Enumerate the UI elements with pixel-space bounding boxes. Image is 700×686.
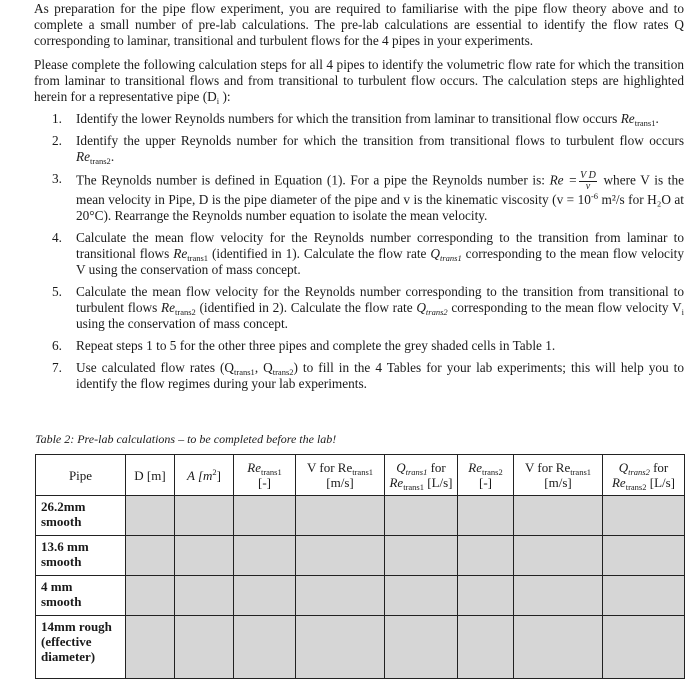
header-v2-label: V for Re bbox=[524, 460, 571, 475]
header-v-trans1 bbox=[296, 455, 385, 496]
table-row bbox=[36, 496, 685, 536]
header-v2-unit: [m/s] bbox=[544, 475, 572, 490]
header-v1-unit: [m/s] bbox=[326, 475, 354, 490]
input-cell[interactable] bbox=[234, 536, 296, 576]
header-q2-re-sub: trans2 bbox=[625, 482, 647, 492]
step-re-sub: trans1 bbox=[187, 253, 209, 263]
header-q1-re-sub: trans1 bbox=[403, 482, 424, 492]
pipe-label bbox=[36, 496, 126, 536]
header-area-exp: 2 bbox=[212, 466, 217, 477]
step-q-sub: trans2 bbox=[425, 307, 448, 317]
step-text: Identify the lower Reynolds numbers for which the transition from laminar to transitional flow occurs bbox=[76, 111, 621, 126]
step-item bbox=[34, 284, 684, 332]
input-cell[interactable] bbox=[603, 536, 685, 576]
input-cell[interactable] bbox=[603, 616, 685, 679]
header-area-end: ] bbox=[216, 467, 221, 483]
input-cell[interactable] bbox=[514, 576, 603, 616]
step-text-end: . bbox=[655, 111, 659, 126]
input-cell[interactable] bbox=[234, 616, 296, 679]
input-cell[interactable] bbox=[514, 496, 603, 536]
step-text-mid: (identified in 1). Calculate the flow rate bbox=[208, 246, 431, 261]
header-q1-label: Q bbox=[396, 460, 406, 475]
step-q: Q bbox=[430, 246, 440, 261]
table-row bbox=[36, 576, 685, 616]
table-row bbox=[36, 616, 685, 679]
input-cell[interactable] bbox=[175, 576, 234, 616]
document-body bbox=[34, 0, 684, 398]
viscosity-exponent: -6 bbox=[590, 191, 599, 201]
step-number: 6. bbox=[52, 338, 62, 353]
step-q: Q bbox=[416, 300, 426, 315]
input-cell[interactable] bbox=[385, 536, 458, 576]
step-text-mid2: corresponding to the mean flow velocity V bbox=[447, 300, 682, 315]
header-q1-for: for bbox=[427, 460, 446, 475]
input-cell[interactable] bbox=[126, 496, 175, 536]
step-text-mid: (identified in 2). Calculate the flow rate bbox=[195, 300, 417, 315]
intro-paragraph-1: As preparation for the pipe flow experiment, you are required to familiarise with the pipe flow theory above and to complete a small number of pre-lab calculations. The pre-lab calculations are essential to identify the flow rates Q corresponding to laminar, transitional and turbulent flows for the 4 pipes in your experiments. bbox=[34, 1, 684, 48]
step-re: Re bbox=[76, 149, 91, 164]
header-re-trans2 bbox=[458, 455, 514, 496]
input-cell[interactable] bbox=[385, 576, 458, 616]
step-text: Use calculated flow rates (Q bbox=[76, 360, 235, 375]
pipe-line-1: 14mm rough bbox=[41, 619, 112, 634]
pipe-line-2: smooth bbox=[41, 514, 82, 529]
input-cell[interactable] bbox=[126, 536, 175, 576]
header-q2-for: for bbox=[649, 460, 669, 475]
intro-p2-sub: i bbox=[216, 96, 220, 106]
step-text-end: using the conservation of mass concept. bbox=[76, 316, 288, 331]
input-cell[interactable] bbox=[175, 616, 234, 679]
input-cell[interactable] bbox=[514, 616, 603, 679]
step-re-sub: trans2 bbox=[90, 156, 111, 166]
pipe-line-2: smooth bbox=[41, 594, 82, 609]
pipe-line-3: diameter) bbox=[41, 649, 96, 664]
header-v1-label: V for Re bbox=[306, 460, 353, 475]
step-sub-2: trans2 bbox=[272, 367, 294, 377]
step-text-mid: , Q bbox=[254, 360, 273, 375]
header-re2-sub: trans2 bbox=[481, 467, 503, 477]
step-text: Repeat steps 1 to 5 for the other three pipes and complete the grey shaded cells in Table 1. bbox=[76, 338, 556, 353]
header-q2-re: Re bbox=[611, 475, 626, 490]
step-text-end: m²/s for H₂O at 20°C). Rearrange the Reynolds number equation to isolate the mean velocity. bbox=[76, 192, 684, 223]
step-text-end: ) to fill in the 4 Tables for your lab experiments; this will help you to identify the flow regimes during your lab experiments. bbox=[76, 360, 684, 391]
input-cell[interactable] bbox=[458, 576, 514, 616]
header-q2-unit: [L/s] bbox=[646, 475, 676, 490]
calculation-steps-list bbox=[34, 111, 684, 392]
pipe-line-2: smooth bbox=[41, 554, 82, 569]
step-v-sub: i bbox=[681, 307, 684, 317]
header-re2-label: Re bbox=[468, 460, 482, 475]
input-cell[interactable] bbox=[126, 576, 175, 616]
step-number: 3. bbox=[52, 171, 62, 186]
input-cell[interactable] bbox=[234, 576, 296, 616]
header-re-trans1 bbox=[234, 455, 296, 496]
step-re: Re bbox=[160, 300, 175, 315]
intro-paragraph-2 bbox=[34, 57, 684, 105]
input-cell[interactable] bbox=[603, 496, 685, 536]
header-v1-sub: trans1 bbox=[352, 467, 374, 477]
input-cell[interactable] bbox=[296, 576, 385, 616]
input-cell[interactable] bbox=[603, 576, 685, 616]
step-text: The Reynolds number is defined in Equation (1). For a pipe the Reynolds number is: bbox=[76, 172, 550, 188]
header-q-trans2 bbox=[603, 455, 685, 496]
pipe-line-1: 26.2mm bbox=[41, 499, 86, 514]
header-re2-unit: [-] bbox=[479, 475, 492, 490]
input-cell[interactable] bbox=[234, 496, 296, 536]
header-q2-sub: trans2 bbox=[628, 467, 650, 477]
header-pipe: Pipe bbox=[36, 455, 126, 496]
equation-lhs: Re = bbox=[549, 172, 578, 188]
input-cell[interactable] bbox=[458, 616, 514, 679]
pipe-label bbox=[36, 576, 126, 616]
input-cell[interactable] bbox=[126, 616, 175, 679]
input-cell[interactable] bbox=[514, 536, 603, 576]
pipe-label bbox=[36, 616, 126, 679]
input-cell[interactable] bbox=[385, 616, 458, 679]
step-item bbox=[34, 338, 684, 354]
header-q-trans1 bbox=[385, 455, 458, 496]
step-item bbox=[34, 171, 684, 224]
step-re: Re bbox=[620, 111, 635, 126]
header-area bbox=[175, 455, 234, 496]
step-number: 4. bbox=[52, 230, 62, 245]
input-cell[interactable] bbox=[296, 536, 385, 576]
step-re-sub: trans1 bbox=[634, 118, 656, 128]
input-cell[interactable] bbox=[385, 496, 458, 536]
header-q1-unit: [L/s] bbox=[423, 475, 453, 490]
step-text: Calculate the mean flow velocity for the Reynolds number corresponding to the transition from transitional to turbulent flows bbox=[76, 284, 684, 315]
step-number: 1. bbox=[52, 111, 62, 126]
intro-p2-text: Please complete the following calculation steps for all 4 pipes to identify the volumetric flow rate for which the transition from laminar to transitional flows and from transitional to turbulent flow occurs. The calculation steps are highlighted herein for a representative pipe (D bbox=[34, 57, 684, 104]
step-re-sub: trans2 bbox=[175, 307, 196, 317]
header-q1-re: Re bbox=[389, 475, 404, 490]
table-header-row bbox=[36, 455, 685, 496]
equation-fraction bbox=[579, 171, 597, 192]
input-cell[interactable] bbox=[458, 536, 514, 576]
step-text: Calculate the mean flow velocity for the Reynolds number corresponding to the transition from laminar to transitional flows bbox=[76, 230, 684, 261]
header-v2-sub: trans1 bbox=[570, 467, 592, 477]
header-re1-unit: [-] bbox=[258, 475, 271, 490]
header-q2-label: Q bbox=[618, 460, 629, 475]
step-sub-1: trans1 bbox=[234, 367, 255, 377]
step-item bbox=[34, 230, 684, 278]
header-q1-sub: trans1 bbox=[405, 467, 428, 477]
step-number: 7. bbox=[52, 360, 62, 375]
header-re1-label: Re bbox=[247, 460, 261, 475]
pipe-label bbox=[36, 536, 126, 576]
intro-p2-end: ): bbox=[219, 89, 231, 104]
header-v-trans2 bbox=[514, 455, 603, 496]
input-cell[interactable] bbox=[458, 496, 514, 536]
table-caption: Table 2: Pre-lab calculations – to be completed before the lab! bbox=[35, 432, 337, 446]
step-text-end: . bbox=[110, 149, 115, 164]
step-number: 2. bbox=[52, 133, 62, 148]
input-cell[interactable] bbox=[175, 496, 234, 536]
step-item bbox=[34, 360, 684, 392]
pipe-line-1: 13.6 mm bbox=[41, 539, 89, 554]
pipe-line-2: (effective bbox=[41, 634, 92, 649]
table-row bbox=[36, 536, 685, 576]
prelab-table bbox=[35, 454, 685, 679]
pipe-line-1: 4 mm bbox=[41, 579, 73, 594]
fraction-denominator: v bbox=[585, 181, 591, 192]
step-item bbox=[34, 111, 684, 127]
header-area-label: A [m bbox=[187, 467, 213, 483]
step-item bbox=[34, 133, 684, 165]
step-re: Re bbox=[173, 246, 188, 261]
fraction-numerator: V D bbox=[580, 170, 596, 181]
header-diameter: D [m] bbox=[126, 455, 175, 496]
step-text-mid: where V is the mean velocity in Pipe, D is the pipe diameter of the pipe and v is the kinematic viscosity (v = 10 bbox=[76, 172, 684, 207]
input-cell[interactable] bbox=[175, 536, 234, 576]
header-re1-sub: trans1 bbox=[260, 467, 282, 477]
input-cell[interactable] bbox=[296, 616, 385, 679]
input-cell[interactable] bbox=[296, 496, 385, 536]
step-text: Identify the upper Reynolds number for which the transition from transitional flows to turbulent flow occurs bbox=[76, 133, 684, 148]
step-q-sub: trans1 bbox=[440, 253, 462, 263]
step-text-end: corresponding to the mean flow velocity V using the conservation of mass concept. bbox=[76, 246, 684, 277]
step-number: 5. bbox=[52, 284, 62, 299]
